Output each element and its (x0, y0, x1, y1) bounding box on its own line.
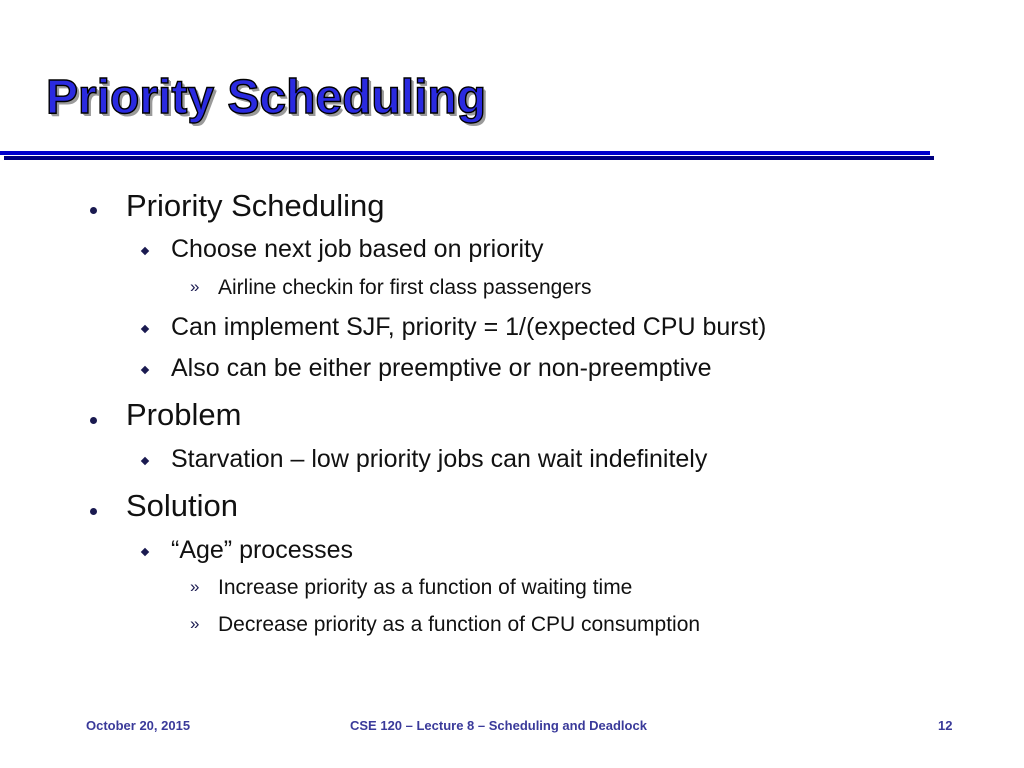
title-divider (0, 151, 930, 155)
bullet-decrease-priority: Decrease priority as a function of CPU consumption (218, 613, 701, 636)
slide-title: Priority Scheduling (46, 71, 487, 124)
level3-bullet: » (190, 577, 200, 596)
level3-bullet: » (190, 614, 200, 633)
level1-bullet (90, 417, 97, 424)
footer-course: CSE 120 – Lecture 8 – Scheduling and Deadlock (350, 718, 647, 733)
level3-bullet: » (190, 277, 200, 296)
level2-bullet (141, 548, 149, 556)
bullet-starvation: Starvation – low priority jobs can wait indefinitely (171, 445, 708, 473)
bullet-airline-checkin: Airline checkin for first class passengers (218, 276, 592, 299)
bullet-priority-scheduling: Priority Scheduling (126, 188, 385, 223)
bullet-choose-next-job: Choose next job based on priority (171, 235, 544, 263)
level2-bullet (141, 457, 149, 465)
bullet-age-processes: “Age” processes (171, 536, 354, 564)
footer-page-number: 12 (938, 718, 953, 733)
level1-bullet (90, 508, 97, 515)
title-divider-shadow (4, 156, 934, 160)
level2-bullet (141, 325, 149, 333)
bullet-problem: Problem (126, 397, 242, 432)
footer-date: October 20, 2015 (86, 718, 191, 733)
bullet-increase-priority: Increase priority as a function of waiting time (218, 576, 633, 599)
level1-bullet (90, 207, 97, 214)
bullet-implement-sjf: Can implement SJF, priority = 1/(expected CPU burst) (171, 313, 767, 341)
bullet-preemptive: Also can be either preemptive or non-preemptive (171, 354, 712, 382)
level2-bullet (141, 366, 149, 374)
bullet-solution: Solution (126, 488, 239, 523)
level2-bullet (141, 247, 149, 255)
